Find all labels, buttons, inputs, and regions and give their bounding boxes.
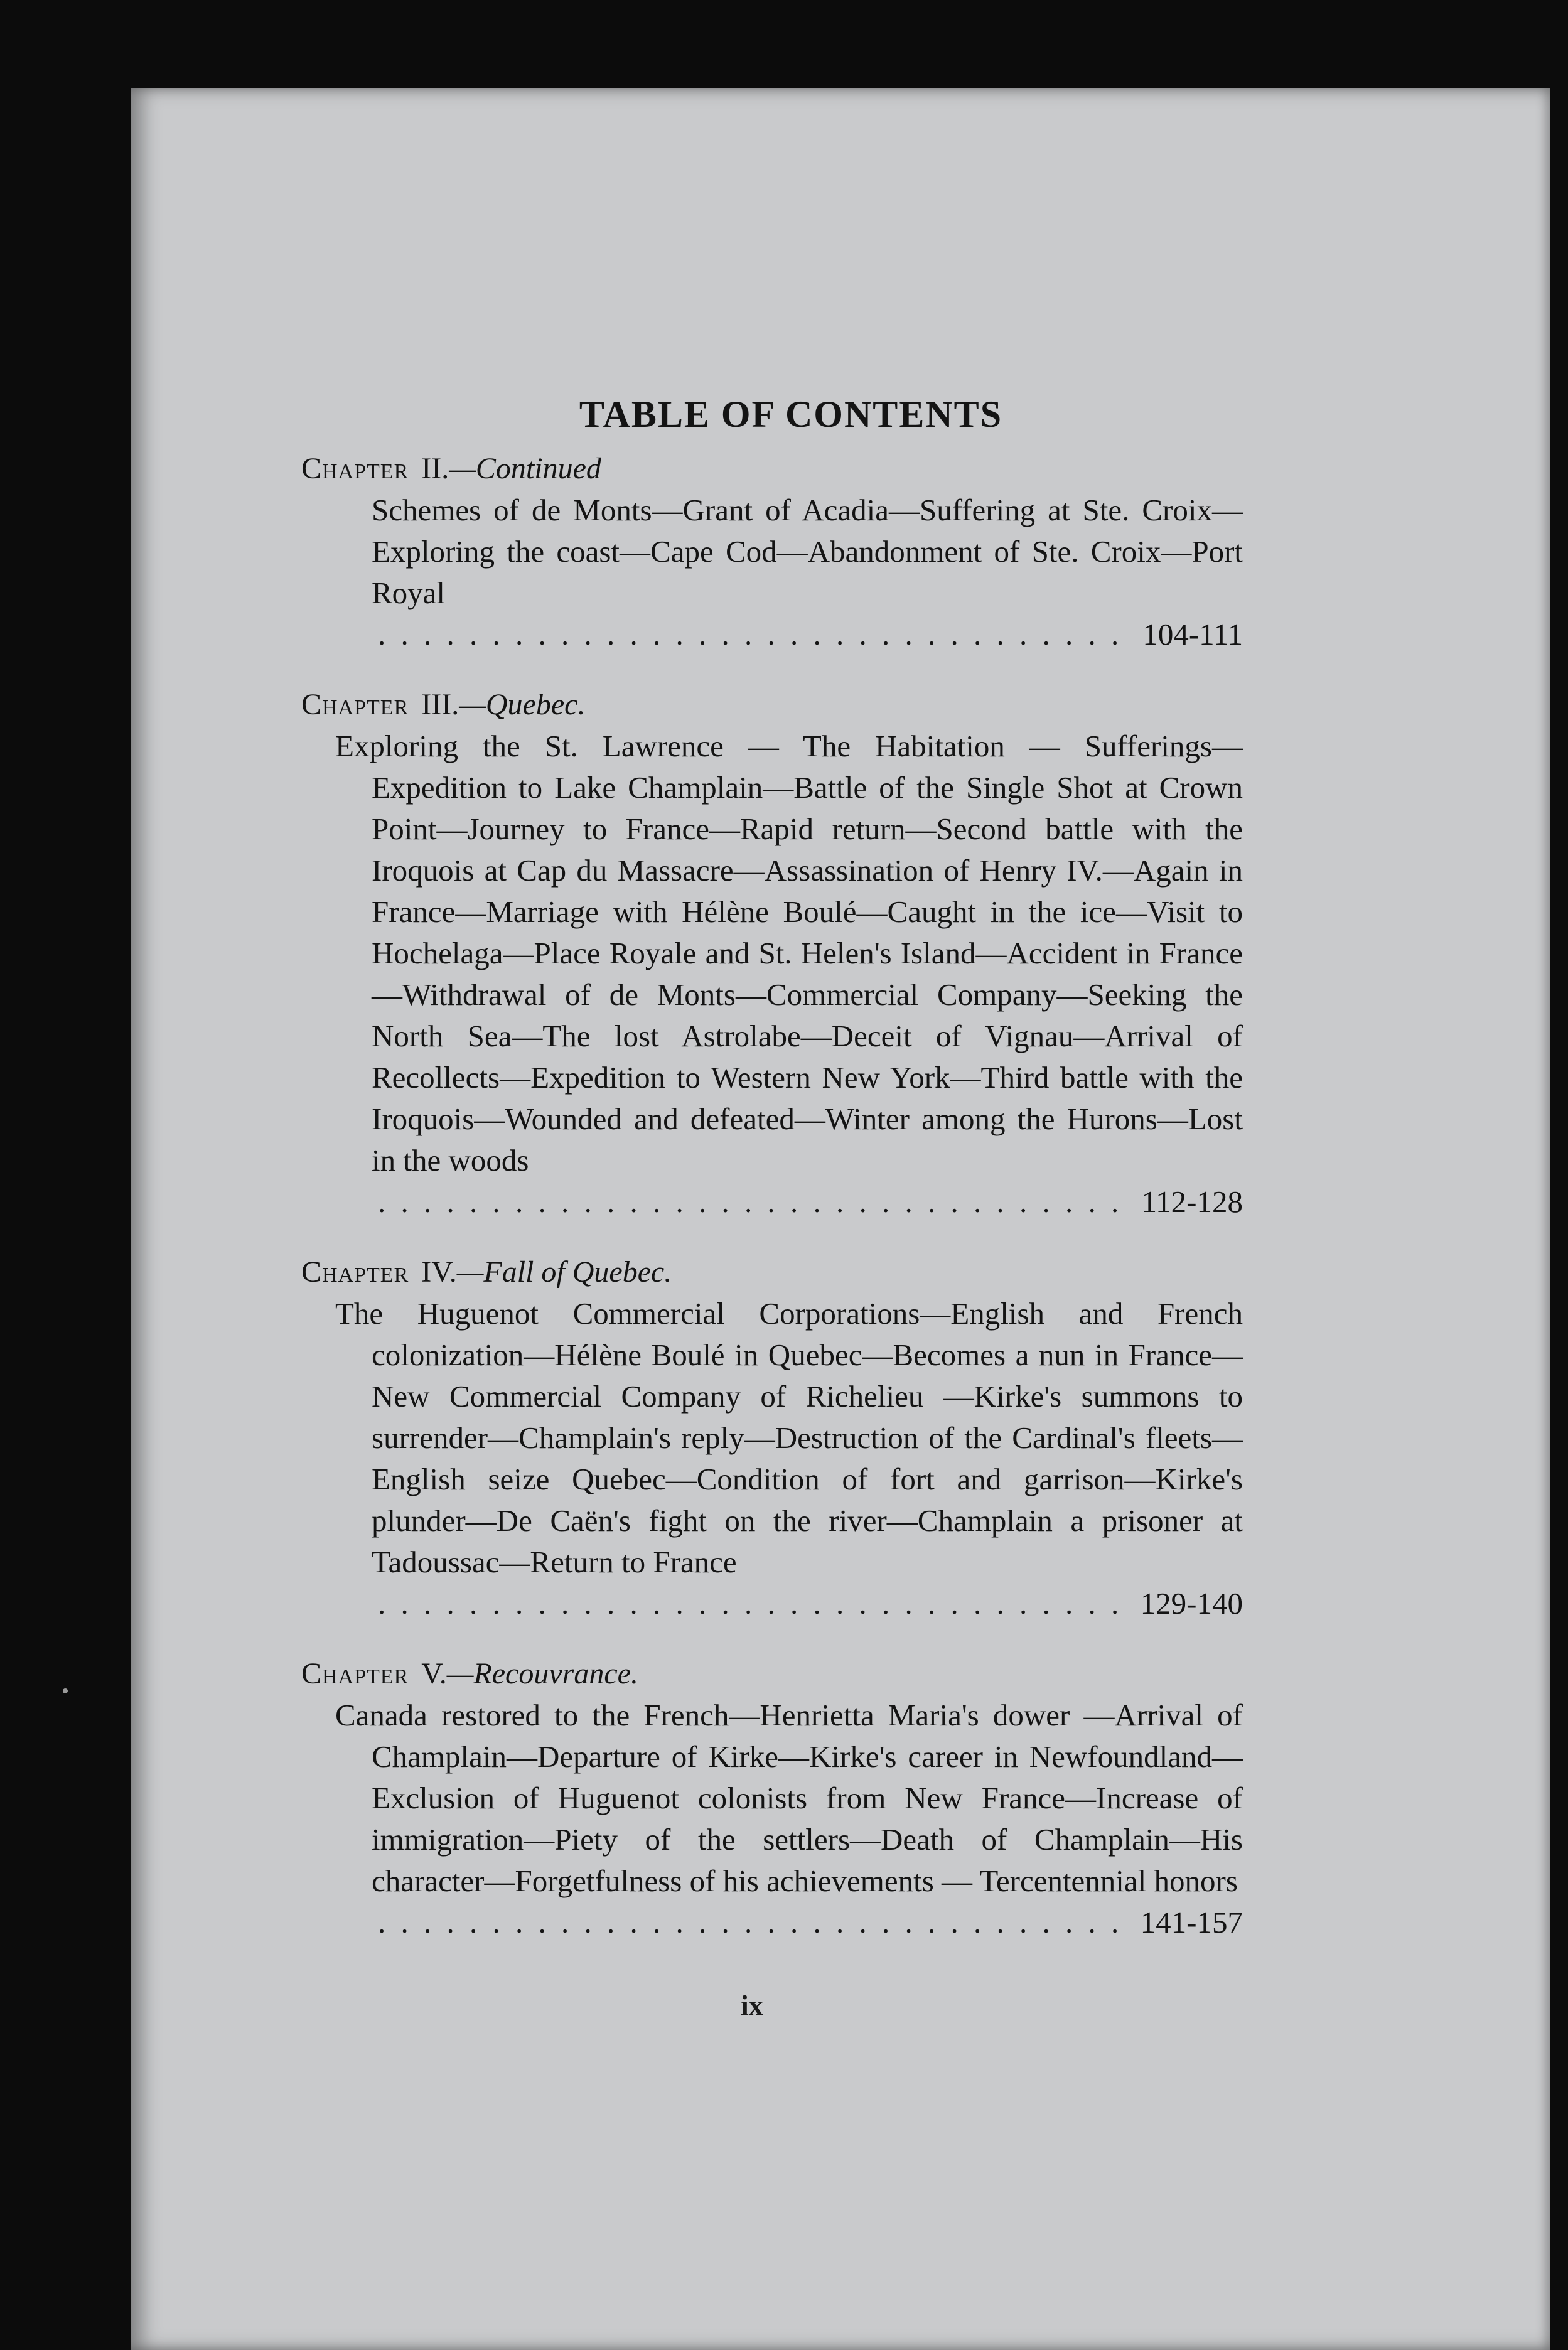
chapter-number: IV. xyxy=(421,1255,457,1289)
chapter-heading xyxy=(301,448,1243,490)
chapter-summary: Exploring the St. Lawrence — The Habitation — Sufferings—Expedition to Lake Champlain—Battle of the Single Shot at Crown Point—Journey to France—Rapid return—Second battle with the Iroquois at Cap du Massacre—Assassination of Henry IV.—Again in France—Marriage with Hélène Boulé—Caught in the ice—Visit to Hochelaga—Place Royale and St. Helen's Island—Accident in France—Withdrawal of de Monts—Commercial Company—Seeking the North Sea—The lost Astrolabe—Deceit of Vignau—Arrival of Recollects—Expedition to Western New York—Third battle with the Iroquois—Wounded and defeated—Winter among the Hurons—Lost in the woods xyxy=(335,729,1243,1178)
chapter-title: —Recouvrance. xyxy=(446,1657,638,1690)
page-range: 104-111 xyxy=(1142,617,1243,652)
chapter-page-range xyxy=(301,1902,1243,1943)
toc-entry-chapter-5 xyxy=(301,1653,1243,1943)
chapter-label: Chapter xyxy=(301,688,409,721)
toc-entry-chapter-2 xyxy=(301,448,1243,655)
chapter-number: III. xyxy=(421,688,459,721)
page-range: 141-157 xyxy=(1140,1905,1243,1940)
chapter-page-range xyxy=(301,1583,1243,1624)
dot-leader xyxy=(378,1583,1134,1624)
page-title: TABLE OF CONTENTS xyxy=(579,394,1003,435)
chapter-title: —Quebec. xyxy=(459,688,586,721)
page-range: 112-128 xyxy=(1141,1184,1243,1219)
chapter-title: —Continued xyxy=(449,452,601,485)
page-number: ix xyxy=(741,1989,763,2021)
chapter-label: Chapter xyxy=(301,1657,409,1690)
dot-leader xyxy=(378,1181,1136,1223)
toc-entry-chapter-3 xyxy=(301,684,1243,1223)
chapter-summary: The Huguenot Commercial Corporations—English and French colonization—Hélène Boulé in Quebec—Becomes a nun in France—New Commercial Company of Richelieu —Kirke's summons to surrender—Champlain's reply—Destruction of the Cardinal's fleets—English seize Quebec—Condition of fort and garrison—Kirke's plunder—De Caën's fight on the river—Champlain a prisoner at Tadoussac—Return to France xyxy=(335,1296,1243,1579)
chapter-summary: Schemes of de Monts—Grant of Acadia—Suffering at Ste. Croix—Exploring the coast—Cape Cod—Abandonment of Ste. Croix—Port Royal xyxy=(372,493,1243,610)
chapter-label: Chapter xyxy=(301,452,409,485)
toc-entry-chapter-4 xyxy=(301,1252,1243,1624)
chapter-label: Chapter xyxy=(301,1255,409,1289)
chapter-heading xyxy=(301,1252,1243,1293)
toc-content xyxy=(301,389,1243,1972)
dot-leader xyxy=(378,614,1136,655)
margin-speck xyxy=(63,1688,68,1693)
chapter-heading xyxy=(301,1653,1243,1695)
chapter-page-range xyxy=(301,614,1243,655)
page-range: 129-140 xyxy=(1140,1586,1243,1621)
chapter-summary: Canada restored to the French—Henrietta Maria's dower —Arrival of Champlain—Departure of Kirke—Kirke's career in Newfoundland—Exclusion of Huguenot colonists from New France—Increase of immigration—Piety of the settlers—Death of Champlain—His character—Forgetfulness of his achievements — Tercentennial honors xyxy=(335,1698,1243,1898)
dot-leader xyxy=(378,1902,1134,1943)
chapter-number: V. xyxy=(421,1657,447,1690)
chapter-heading xyxy=(301,684,1243,726)
chapter-title: —Fall of Quebec. xyxy=(456,1255,672,1289)
chapter-number: II. xyxy=(421,452,449,485)
chapter-page-range xyxy=(301,1181,1243,1223)
